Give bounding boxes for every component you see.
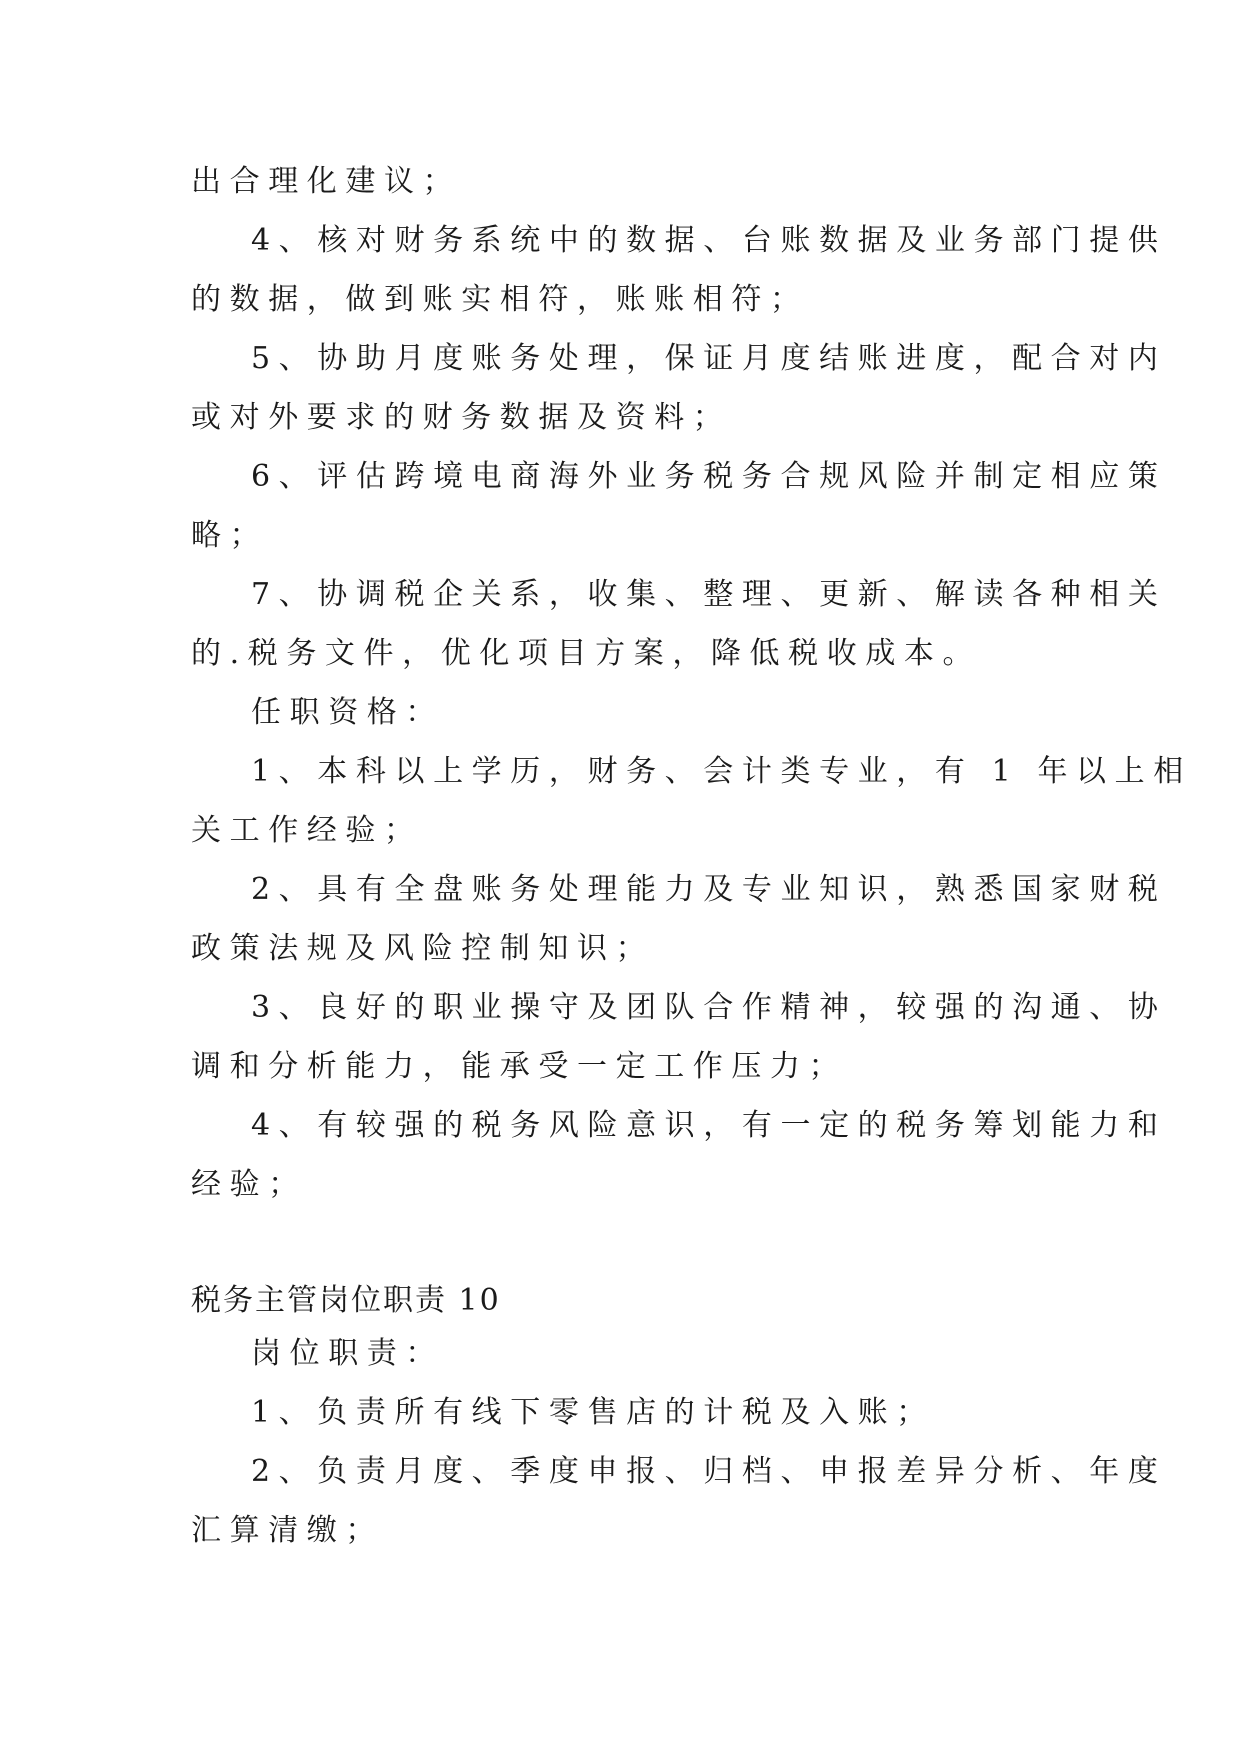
text-line: 略； [191, 518, 269, 553]
text-line: 1、本科以上学历，财务、会计类专业，有 1 年以上相 [251, 754, 1192, 789]
page-title: 税务主管岗位职责 10 [191, 1283, 501, 1318]
text-line: 关工作经验； [191, 813, 423, 848]
section-heading: 任职资格： [251, 695, 444, 730]
text-line: 7、协调税企关系，收集、整理、更新、解读各种相关 [251, 577, 1167, 612]
text-line: 4、核对财务系统中的数据、台账数据及业务部门提供 [251, 223, 1167, 258]
text-line: 4、有较强的税务风险意识，有一定的税务筹划能力和 [251, 1108, 1167, 1143]
section-heading: 岗位职责： [251, 1336, 444, 1371]
text-line: 调和分析能力，能承受一定工作压力； [191, 1049, 848, 1084]
text-line: 出合理化建议； [191, 164, 462, 199]
text-line: 的数据，做到账实相符，账账相符； [191, 282, 809, 317]
text-line: 1、负责所有线下零售店的计税及入账； [251, 1395, 935, 1430]
text-line: 或对外要求的财务数据及资料； [191, 400, 732, 435]
text-line: 6、评估跨境电商海外业务税务合规风险并制定相应策 [251, 459, 1167, 494]
text-line: 经验； [191, 1167, 307, 1202]
text-line: 5、协助月度账务处理，保证月度结账进度，配合对内 [251, 341, 1167, 376]
text-line: 的.税务文件，优化项目方案，降低税收成本。 [191, 636, 982, 671]
text-line: 政策法规及风险控制知识； [191, 931, 655, 966]
text-line: 汇算清缴； [191, 1513, 384, 1548]
text-line: 2、负责月度、季度申报、归档、申报差异分析、年度 [251, 1454, 1167, 1489]
text-line: 3、良好的职业操守及团队合作精神，较强的沟通、协 [251, 990, 1167, 1025]
text-line: 2、具有全盘账务处理能力及专业知识，熟悉国家财税 [251, 872, 1167, 907]
